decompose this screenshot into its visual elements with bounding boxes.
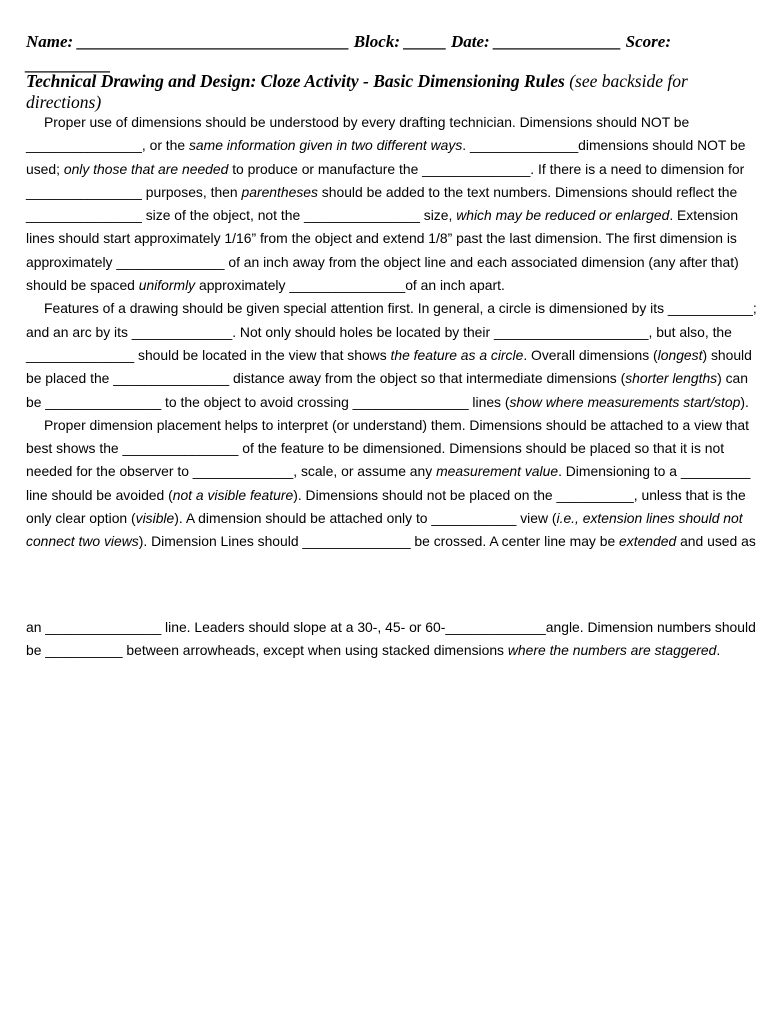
paragraph-line: and an arc by its _____________. Not only should holes be located by their ____________________, but also, the	[26, 323, 732, 340]
cloze-text	[26, 111, 757, 663]
paragraph-line: only clear option (visible). A dimension should be attached only to ___________ view (i.e., extension lines should not	[26, 510, 743, 527]
title-main: Technical Drawing and Design: Cloze Activity - Basic Dimensioning Rules	[26, 71, 565, 91]
paragraph-line: _______________ purposes, then parentheses should be added to the text numbers. Dimensions should reflect the	[26, 183, 738, 200]
paragraph-line: best shows the _______________ of the feature to be dimensioned. Dimensions should be placed so that it is not	[26, 440, 725, 457]
paragraph-line: needed for the observer to _____________, scale, or assume any measurement value. Dimensioning to a _________	[26, 463, 751, 480]
paragraph-line: Proper dimension placement helps to interpret (or understand) them. Dimensions should be attached to a view that	[44, 416, 749, 433]
header-fields-line: Name: ________________________________ Block: _____ Date: _______________ Score:	[26, 32, 672, 51]
paragraph-line: ______________ should be located in the view that shows the feature as a circle. Overall dimensions (longest) should	[26, 346, 752, 363]
score-blank: __________	[26, 55, 111, 75]
paragraph-line: be placed the _______________ distance away from the object so that intermediate dimensions (shorter lengths) can	[26, 370, 749, 387]
student-info-header	[26, 29, 746, 76]
worksheet-title	[26, 71, 726, 113]
paragraph-line: Features of a drawing should be given special attention first. In general, a circle is dimensioned by its ___________;	[44, 300, 757, 317]
paragraph-line: lines should start approximately 1/16” from the object and extend 1/8” past the last dimension. The first dimension is	[26, 230, 737, 247]
paragraph-line: should be spaced uniformly approximately _______________of an inch apart.	[26, 277, 505, 294]
paragraph-line: _______________ size of the object, not the _______________ size, which may be reduced or enlarged. Extension	[26, 207, 739, 224]
paragraph-line: an _______________ line. Leaders should slope at a 30-, 45- or 60-_____________angle. Dimension numbers should	[26, 619, 756, 636]
paragraph-line: _______________, or the same information given in two different ways. ______________dimensions should NOT be	[26, 137, 746, 154]
paragraph-line: approximately ______________ of an inch away from the object line and each associated dimension (any after that)	[26, 253, 739, 270]
paragraph-line: be __________ between arrowheads, except when using stacked dimensions where the numbers are staggered.	[26, 642, 721, 659]
paragraph-gap	[26, 554, 742, 616]
title-note: (see backside for	[564, 71, 688, 91]
title-note-cont: directions)	[26, 92, 102, 112]
paragraph-line: be _______________ to the object to avoid crossing _______________ lines (show where measurements start/stop).	[26, 393, 749, 410]
paragraph-line: connect two views). Dimension Lines should ______________ be crossed. A center line may be extended and used as	[26, 533, 756, 550]
paragraph-line: used; only those that are needed to produce or manufacture the ______________. If there is a need to dimension for	[26, 160, 745, 177]
paragraph-line: Proper use of dimensions should be understood by every drafting technician. Dimensions should NOT be	[44, 114, 690, 130]
paragraph-line: line should be avoided (not a visible feature). Dimensions should not be placed on the __________, unless that is the	[26, 486, 746, 503]
